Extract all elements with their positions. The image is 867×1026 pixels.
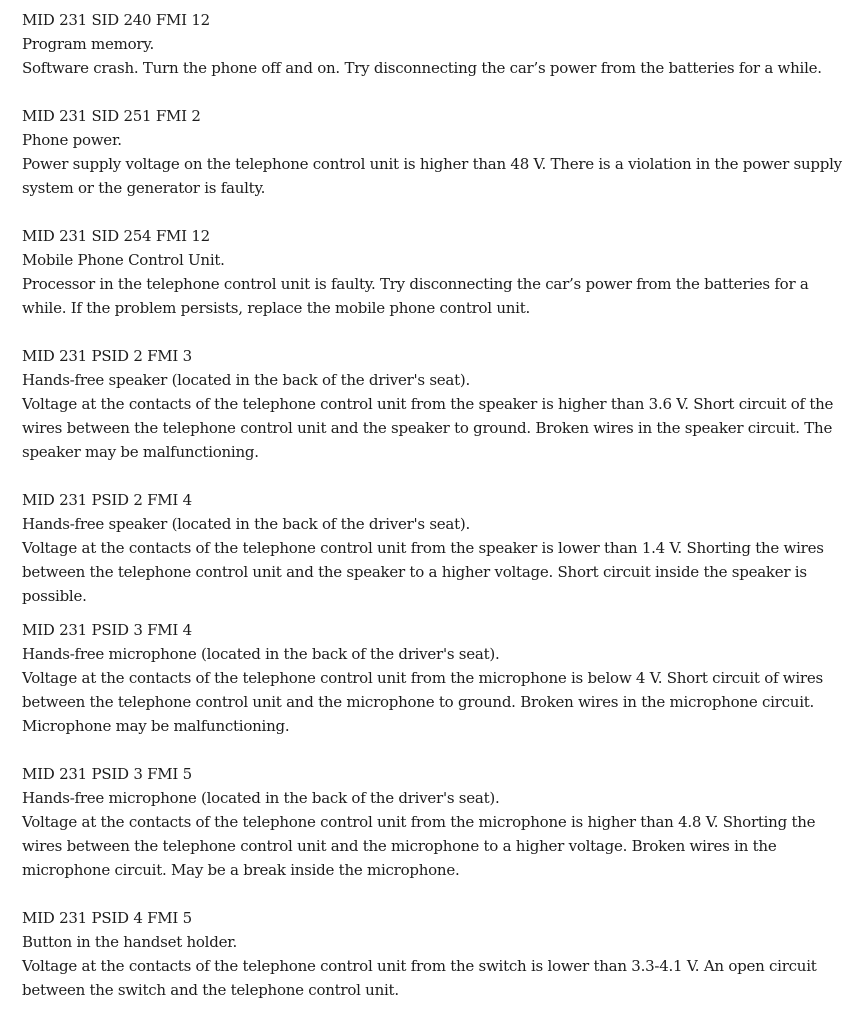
fault-entry <box>22 762 852 882</box>
fault-entry <box>22 344 852 464</box>
fault-code: MID 231 PSID 3 FMI 4 <box>22 621 192 639</box>
fault-code: MID 231 PSID 2 FMI 3 <box>22 347 192 365</box>
fault-entry <box>22 618 852 738</box>
fault-component: Hands-free microphone (located in the back of the driver's seat). <box>22 645 500 663</box>
fault-description: Power supply voltage on the telephone control unit is higher than 48 V. There is a violation in the power supply system or the generator is faulty. <box>22 155 842 197</box>
fault-description: Software crash. Turn the phone off and on. Try disconnecting the car’s power from the batteries for a while. <box>22 59 822 77</box>
fault-entry <box>22 488 852 608</box>
fault-description: Voltage at the contacts of the telephone control unit from the speaker is higher than 3.6 V. Short circuit of the wires between the telephone control unit and the speaker to ground. Broken wires in the speaker circuit. The speaker may be malfunctioning. <box>22 395 834 461</box>
fault-description: Voltage at the contacts of the telephone control unit from the speaker is lower than 1.4 V. Shorting the wires between the telephone control unit and the speaker to a higher voltage. Short circuit inside the speaker is possible. <box>22 539 824 605</box>
fault-code-document <box>22 8 852 1026</box>
fault-component: Program memory. <box>22 35 155 53</box>
fault-entry <box>22 8 852 80</box>
fault-code: MID 231 PSID 2 FMI 4 <box>22 491 192 509</box>
fault-code: MID 231 SID 251 FMI 2 <box>22 107 201 125</box>
fault-component: Hands-free speaker (located in the back of the driver's seat). <box>22 515 471 533</box>
fault-code: MID 231 PSID 3 FMI 5 <box>22 765 192 783</box>
fault-description: Processor in the telephone control unit is faulty. Try disconnecting the car’s power from the batteries for a while. If the problem persists, replace the mobile phone control unit. <box>22 275 809 317</box>
fault-code: MID 231 SID 240 FMI 12 <box>22 11 210 29</box>
fault-component: Button in the handset holder. <box>22 933 238 951</box>
fault-description: Voltage at the contacts of the telephone control unit from the microphone is below 4 V. Short circuit of wires between the telephone control unit and the microphone to ground. Broken wires in the microphone circuit. Microphone may be malfunctioning. <box>22 669 823 735</box>
fault-code: MID 231 SID 254 FMI 12 <box>22 227 210 245</box>
fault-component: Hands-free microphone (located in the back of the driver's seat). <box>22 789 500 807</box>
fault-component: Hands-free speaker (located in the back of the driver's seat). <box>22 371 471 389</box>
fault-component: Mobile Phone Control Unit. <box>22 251 225 269</box>
fault-entry <box>22 104 852 200</box>
fault-entry <box>22 224 852 320</box>
fault-description: Voltage at the contacts of the telephone control unit from the microphone is higher than 4.8 V. Shorting the wires between the telephone control unit and the microphone to a higher voltage. Broken wires in the microphone circuit. May be a break inside the microphone. <box>22 813 816 879</box>
fault-entry <box>22 906 852 1002</box>
fault-component: Phone power. <box>22 131 122 149</box>
fault-code: MID 231 PSID 4 FMI 5 <box>22 909 192 927</box>
fault-description: Voltage at the contacts of the telephone control unit from the switch is lower than 3.3-4.1 V. An open circuit between the switch and the telephone control unit. <box>22 957 817 999</box>
